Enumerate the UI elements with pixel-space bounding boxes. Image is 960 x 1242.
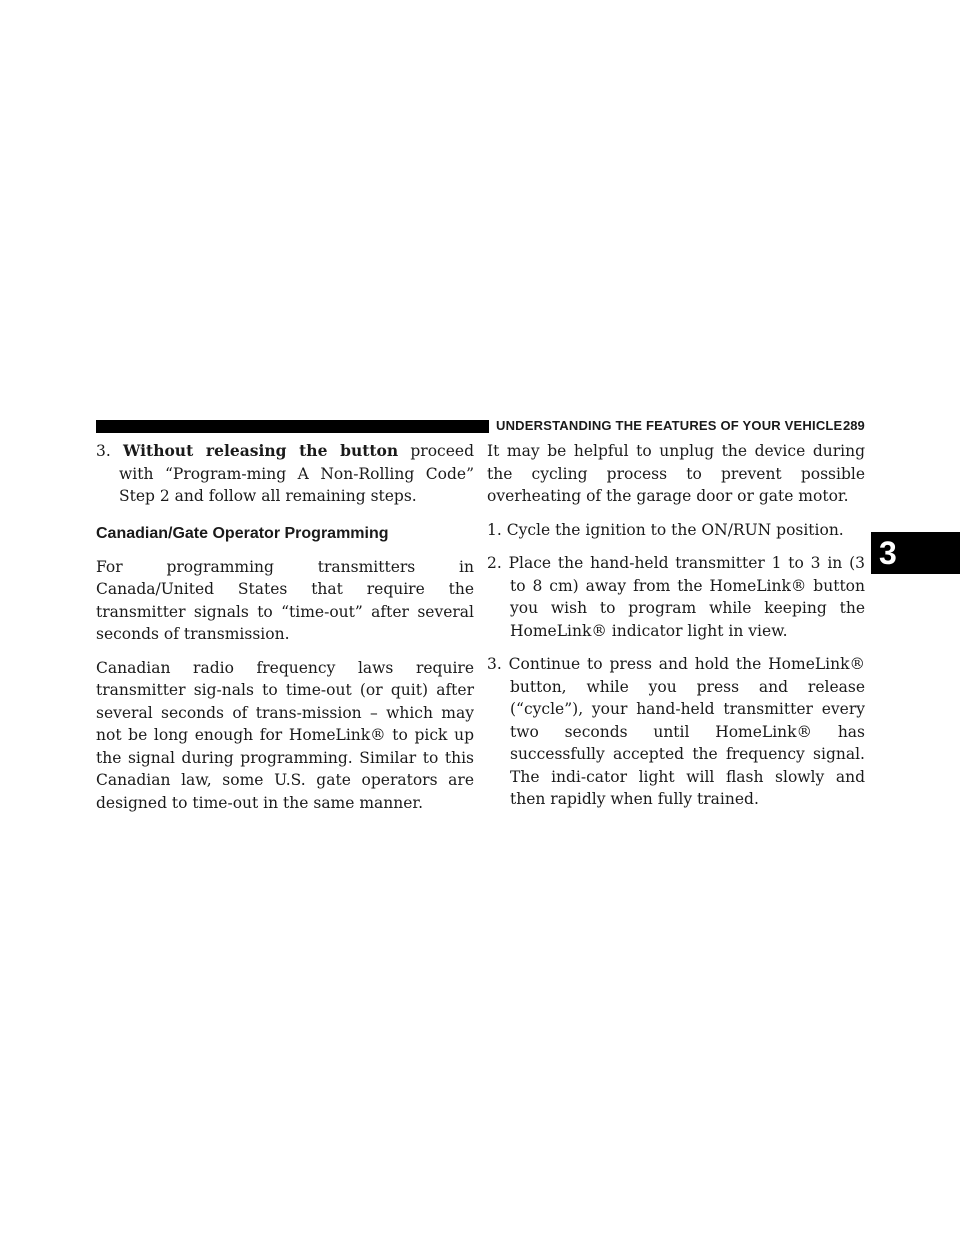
step-bold-lead: Without releasing the button: [123, 441, 399, 460]
running-header-title: UNDERSTANDING THE FEATURES OF YOUR VEHICLE: [496, 418, 843, 433]
page-number: 289: [843, 418, 865, 433]
step-text: proceed with “Program-ming A Non-Rolling Code” Step 2 and follow all remaining steps.: [119, 442, 474, 505]
section-heading: Canadian/Gate Operator Programming: [96, 524, 389, 542]
chapter-tab: 3: [871, 532, 960, 574]
step-1-cycle-ignition: 1. Cycle the ignition to the ON/RUN position.: [487, 520, 844, 539]
paragraph-programming-transmitters: For programming transmitters in Canada/United States that require the transmitter signals to “time-out” after several seconds of transmission.: [96, 557, 474, 643]
step-number: 3.: [96, 442, 111, 460]
left-column: [96, 440, 474, 814]
paragraph-unplug-device: It may be helpful to unplug the device during the cycling process to prevent possible overheating of the garage door or gate motor.: [487, 442, 865, 505]
header-rule: [96, 420, 489, 433]
step-2-place-transmitter: 2. Place the hand-held transmitter 1 to 3 in (3 to 8 cm) away from the HomeLink® button you wish to program while keeping the HomeLink® indicator light in view.: [487, 554, 865, 640]
right-column: [487, 440, 865, 811]
step-3-without-releasing: [96, 440, 474, 508]
step-3-press-and-hold: 3. Continue to press and hold the HomeLink® button, while you press and release (“cycle”), your hand-held transmitter every two seconds until HomeLink® has successfully accepted the frequency signal. The indi-cator light will flash slowly and then rapidly when fully trained.: [487, 655, 865, 808]
paragraph-canadian-laws: Canadian radio frequency laws require transmitter sig-nals to time-out (or quit) after several seconds of trans-mission – which may not be long enough for HomeLink® to pick up the signal during programming. Similar to this Canadian law, some U.S. gate operators are designed to time-out in the same manner.: [96, 658, 474, 812]
